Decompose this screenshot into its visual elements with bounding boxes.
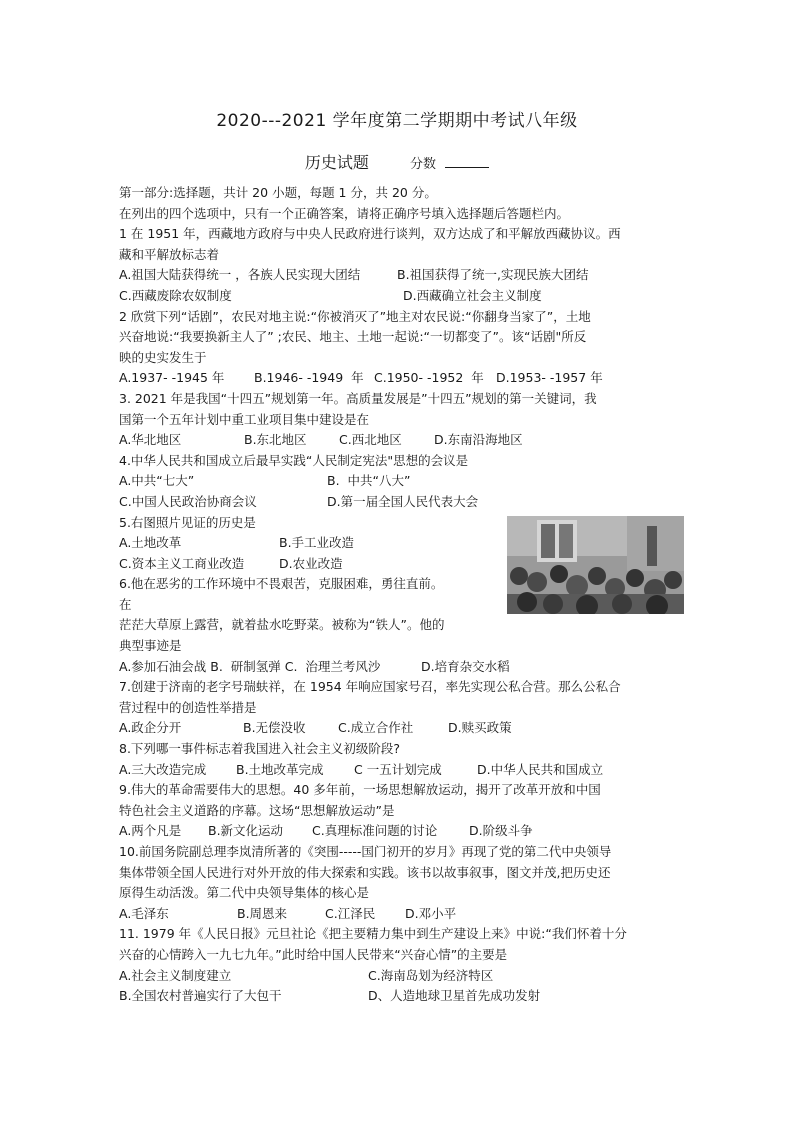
option-row <box>119 265 679 286</box>
option-row <box>119 821 679 842</box>
exam-subtitle-row <box>0 150 794 173</box>
option: C 一五计划完成 <box>354 761 442 777</box>
option-row <box>119 657 679 678</box>
question-stem: 10.前国务院副总理李岚清所著的《突围-----国门初开的岁月》再现了党的第二代中央领导 <box>119 844 612 859</box>
option: A.政企分开 <box>119 720 182 736</box>
question-stem: 在 <box>119 596 132 612</box>
question-stem: 4.中华人民共和国成立后最早实践“人民制定宪法"思想的会议是 <box>119 452 469 468</box>
option: B.祖国获得了统一,实现民族大团结 <box>397 267 589 283</box>
option: D.阶级斗争 <box>469 823 533 839</box>
score-label: 分数 <box>410 157 437 172</box>
option-row <box>119 286 679 307</box>
option: B.手工业改造 <box>279 535 355 551</box>
option: D.1953- -1957 年 <box>496 370 603 386</box>
question-stem: 营过程中的创造性举措是 <box>119 699 257 715</box>
exam-title: 2020---2021 学年度第二学期期中考试八年级 <box>216 111 578 131</box>
option: B.全国农村普遍实行了大包干 <box>119 988 282 1004</box>
option: D、人造地球卫星首先成功发射 <box>368 988 541 1004</box>
option: D.东南沿海地区 <box>434 432 523 448</box>
subject-title: 历史试题 <box>304 153 369 172</box>
intro-line: 在列出的四个选项中，只有一个正确答案，请将正确序号填入选择题后答题栏内。 <box>119 205 570 221</box>
question-stem: 9.伟大的革命需要伟大的思想。40 多年前，一场思想解放运动，揭开了改革开放和中国 <box>119 782 601 798</box>
option: C.资本主义工商业改造 <box>119 555 245 571</box>
option-row <box>119 368 679 389</box>
question-stem: 11. 1979 年《人民日报》元旦社论《把主要精力集中到生产建设上来》中说:“我们怀着十分 <box>119 926 627 942</box>
option: A.三大改造完成 <box>119 761 207 777</box>
option-row <box>119 760 679 781</box>
question-stem: 藏和平解放标志着 <box>119 246 220 262</box>
option: A.土地改革 <box>119 535 182 551</box>
option-row <box>119 471 679 492</box>
question-stem: 兴奋地说:“我要换新主人了” ;农民、地主、土地一起说:“一切都变了”。该“话剧"所反 <box>119 329 587 345</box>
option: C.西北地区 <box>339 432 402 448</box>
question-stem: 特色社会主义道路的序幕。这场“思想解放运动”是 <box>119 802 395 818</box>
question-stem: 3. 2021 年是我国“十四五”规划第一年。高质量发展是”十四五”规划的第一关键词，我 <box>119 390 597 406</box>
question-stem: 集体带领全国人民进行对外开放的伟大探索和实践。该书以故事叙事，图文并茂,把历史还 <box>119 864 611 880</box>
score-blank[interactable] <box>445 155 489 168</box>
option: B. 中共“八大” <box>327 473 411 489</box>
question-stem: 映的史实发生于 <box>119 349 207 365</box>
option: B.东北地区 <box>244 432 307 448</box>
option: A.中共“七大” <box>119 473 195 489</box>
option: B.周恩来 <box>237 905 288 921</box>
option: D.邓小平 <box>405 905 457 921</box>
option: C.海南岛划为经济特区 <box>368 967 494 983</box>
option: D.第一届全国人民代表大会 <box>327 493 479 509</box>
question-stem: 国第一个五年计划中重工业项目集中建设是在 <box>119 411 370 427</box>
option: D.农业改造 <box>279 555 343 571</box>
option-row <box>119 986 679 1007</box>
option: D.赎买政策 <box>448 720 512 736</box>
option: A.毛泽东 <box>119 905 169 921</box>
question-body <box>119 183 679 1007</box>
option-row <box>119 718 679 739</box>
option: B.无偿没收 <box>243 720 306 736</box>
question-stem: 兴奋的心情跨入一九七九年。”此时给中国人民带来“兴奋心情”的主要是 <box>119 946 508 962</box>
option: A.1937- -1945 年 <box>119 370 225 386</box>
option: A.祖国大陆获得统一 ，各族人民实现大团结 <box>119 267 361 283</box>
option-row <box>119 904 679 925</box>
intro-line: 第一部分:选择题，共计 20 小题，每题 1 分，共 20 分。 <box>119 185 437 200</box>
option: A.社会主义制度建立 <box>119 967 232 983</box>
option-row <box>119 533 679 554</box>
option-row <box>119 554 679 575</box>
option: D.中华人民共和国成立 <box>477 761 604 777</box>
option-row <box>119 492 679 513</box>
question-stem: 2 欣赏下列“话剧”，农民对地主说:“你被消灭了”地主对农民说:“你翻身当家了”，土地 <box>119 308 591 324</box>
option: A.两个凡是 <box>119 823 182 839</box>
option: A.参加石油会战 B. 研制氢弹 C. 治理兰考风沙 <box>119 658 381 674</box>
option: C.江泽民 <box>325 905 376 921</box>
question-stem: 典型事迹是 <box>119 638 182 654</box>
option-row <box>119 966 679 987</box>
question-stem: 6.他在恶劣的工作环境中不畏艰苦，克服困难，勇往直前。 <box>119 576 444 592</box>
option: A.华北地区 <box>119 432 182 448</box>
option: C.1950- -1952 年 <box>374 370 484 386</box>
question-stem: 原得生动活泼。第二代中央领导集体的核心是 <box>119 885 370 901</box>
option: B.新文化运动 <box>208 823 284 839</box>
option: D.培育杂交水稻 <box>421 658 510 674</box>
question-stem: 茫茫大草原上露营，就着盐水吃野菜。被称为“铁人”。他的 <box>119 617 445 633</box>
option-row <box>119 430 679 451</box>
question-stem: 7.创建于济南的老字号瑞蚨祥，在 1954 年响应国家号召，率先实现公私合营。那么公私合 <box>119 679 621 695</box>
option: B.土地改革完成 <box>236 761 324 777</box>
option: C.西藏废除农奴制度 <box>119 287 232 303</box>
option: D.西藏确立社会主义制度 <box>403 287 542 303</box>
option: C.中国人民政治协商会议 <box>119 493 257 509</box>
question-stem: 8.下列哪一事件标志着我国进入社会主义初级阶段? <box>119 741 401 757</box>
option: C.成立合作社 <box>338 720 414 736</box>
option: C.真理标准问题的讨论 <box>312 823 438 839</box>
question-stem: 1 在 1951 年，西藏地方政府与中央人民政府进行谈判，双方达成了和平解放西藏协议。西 <box>119 226 621 242</box>
question-stem: 5.右图照片见证的历史是 <box>119 514 256 530</box>
option: B.1946- -1949 年 <box>254 370 364 386</box>
